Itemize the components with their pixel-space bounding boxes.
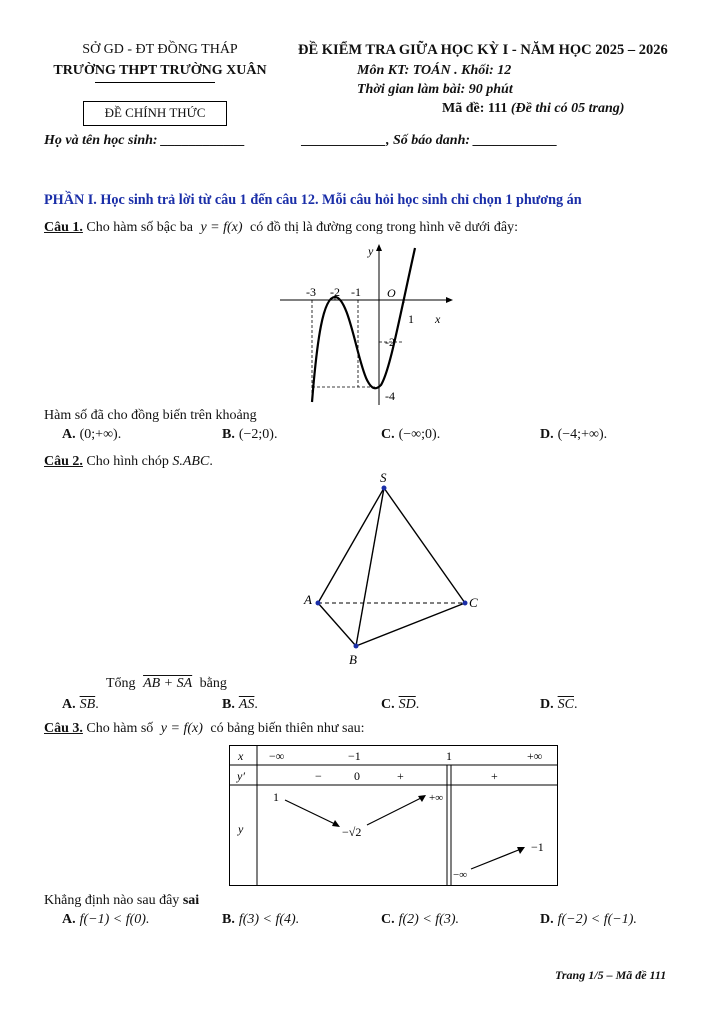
q3-option-c-label: C. xyxy=(381,912,395,927)
q3-option-c-text: f(2) < f(3). xyxy=(398,912,459,927)
q3-variation-table xyxy=(229,745,559,887)
q2-pyramid xyxy=(300,468,500,668)
q2-option-d[interactable]: D. $\overline{SC}$. xyxy=(540,697,578,712)
q3-option-b-label: B. xyxy=(222,912,235,927)
tick-y-neg4: -4 xyxy=(385,389,395,403)
exam-title: ĐỀ KIỂM TRA GIỮA HỌC KỲ I - NĂM HỌC 2025 – 2026 xyxy=(298,42,668,58)
q1-text-b: có đồ thị là đường cong trong hình vẽ dưới đây: xyxy=(250,220,518,235)
q1-option-a[interactable] xyxy=(62,427,121,443)
q1-option-a-label: A. xyxy=(62,427,76,442)
arrow-up-1 xyxy=(367,797,423,825)
y-axis-arrow xyxy=(376,244,382,251)
q3-stem xyxy=(44,721,365,737)
tick-x-neg1: -1 xyxy=(351,285,361,299)
q2-label: Câu 2. xyxy=(44,454,83,469)
q2-text: Cho hình chóp xyxy=(86,454,169,469)
q1-func: y = f(x) xyxy=(200,220,243,235)
vertex-a xyxy=(316,601,321,606)
exam-time: Thời gian làm bài: 90 phút xyxy=(357,82,513,97)
arrow-up-2 xyxy=(471,849,521,869)
q2-option-c-text: $\overline{SD}$ xyxy=(398,697,416,712)
q3-text-a: Cho hàm số xyxy=(86,721,154,736)
q3-option-d-text: f(−2) < f(−1). xyxy=(557,912,637,927)
q2-option-d-text: $\overline{SC}$ xyxy=(557,697,574,712)
arrow-down-1 xyxy=(285,800,337,825)
q1-option-a-text: (0;+∞). xyxy=(79,427,122,442)
q1-option-b[interactable] xyxy=(222,427,277,443)
table-yp-label: y′ xyxy=(237,769,245,783)
y-axis-label: y xyxy=(368,244,374,258)
q1-option-b-text: (−2;0). xyxy=(238,427,278,442)
q3-option-a-label: A. xyxy=(62,912,76,927)
q2-option-a[interactable]: A. $\overline{SB}$. xyxy=(62,697,99,712)
q3-option-a[interactable] xyxy=(62,912,149,928)
edge-sc xyxy=(384,488,465,603)
origin-label: O xyxy=(387,286,396,300)
tick-x-1: 1 xyxy=(408,312,414,326)
q1-label: Câu 1. xyxy=(44,220,83,235)
edge-bc xyxy=(356,603,465,646)
q3-question xyxy=(44,893,199,909)
q2-option-c-label: C. xyxy=(381,697,395,712)
q2-option-b-text: $\overline{AS}$ xyxy=(238,697,255,712)
q2-option-c[interactable]: C. $\overline{SD}$. xyxy=(381,697,420,712)
student-id-line: ____________, Số báo danh: ____________ xyxy=(302,133,558,148)
department-name: SỞ GD - ĐT ĐỒNG THÁP xyxy=(82,42,238,57)
table-x-1: 1 xyxy=(446,749,452,763)
label-c: C xyxy=(469,595,478,610)
q3-option-d[interactable] xyxy=(540,912,637,928)
table-x-label: x xyxy=(238,749,244,763)
q3-question-bold: sai xyxy=(182,893,200,908)
q1-option-c-label: C. xyxy=(381,427,395,442)
q2-option-a-label: A. xyxy=(62,697,76,712)
table-y-1: 1 xyxy=(273,790,279,804)
x-axis-arrow xyxy=(446,297,453,303)
q1-text-a: Cho hàm số bậc ba xyxy=(86,220,193,235)
q1-option-d-label: D. xyxy=(540,427,554,442)
exam-code-note: (Đề thi có 05 trang) xyxy=(510,101,625,116)
school-underline xyxy=(95,82,215,83)
q1-option-c[interactable] xyxy=(381,427,440,443)
q1-stem xyxy=(44,220,518,236)
table-y-neg-inf: −∞ xyxy=(453,869,468,881)
table-yp-minus: − xyxy=(315,769,322,783)
q2-sum-text: Tổng xyxy=(106,676,136,691)
q2-stem: Câu 2. Cho hình chóp S.ABC. xyxy=(44,454,213,469)
q3-option-d-label: D. xyxy=(540,912,554,927)
q1-option-b-label: B. xyxy=(222,427,235,442)
q3-text-b: có bảng biến thiên như sau: xyxy=(210,721,365,736)
table-y-pos-inf: +∞ xyxy=(429,792,444,804)
q2-sum-line xyxy=(106,676,227,692)
q1-option-c-text: (−∞;0). xyxy=(398,427,441,442)
q3-option-b-text: f(3) < f(4). xyxy=(238,912,300,927)
q1-option-d-text: (−4;+∞). xyxy=(557,427,608,442)
table-x-neg1: −1 xyxy=(348,749,361,763)
school-name: TRƯỜNG THPT TRƯỜNG XUÂN xyxy=(53,63,267,78)
vertex-s xyxy=(382,486,387,491)
tick-y-neg2: -2 xyxy=(385,335,395,349)
q3-func: y = f(x) xyxy=(160,721,203,736)
q3-option-c[interactable] xyxy=(381,912,459,928)
edge-ab xyxy=(318,603,356,646)
table-y-neg1: −1 xyxy=(531,840,544,854)
part1-title: PHẦN I. Học sinh trả lời từ câu 1 đến câu 12. Mỗi câu hỏi học sinh chỉ chọn 1 phương án xyxy=(44,192,582,208)
table-y-neg-sqrt2: −√2 xyxy=(342,825,362,839)
table-y-label: y xyxy=(238,822,244,836)
q1-graph xyxy=(275,240,475,410)
q3-option-a-text: f(−1) < f(0). xyxy=(79,912,150,927)
exam-subject: Môn KT: TOÁN . Khối: 12 xyxy=(357,63,512,78)
q2-solid: S.ABC xyxy=(172,454,210,469)
exam-code-label: Mã đề: 111 xyxy=(442,101,508,116)
table-yp-zero: 0 xyxy=(354,769,360,783)
table-yp-plus2: + xyxy=(491,769,498,783)
q2-option-b-label: B. xyxy=(222,697,235,712)
q2-sum-tail: bằng xyxy=(199,676,227,691)
q1-option-d[interactable] xyxy=(540,427,607,443)
q2-option-d-label: D. xyxy=(540,697,554,712)
vertex-c xyxy=(463,601,468,606)
student-name-line: Họ và tên học sinh: ____________ xyxy=(44,133,246,148)
exam-code xyxy=(442,101,624,117)
q1-question: Hàm số đã cho đồng biến trên khoảng xyxy=(44,408,257,423)
q3-question-text: Khẳng định nào sau đây xyxy=(44,893,180,908)
q3-option-b[interactable] xyxy=(222,912,299,928)
table-x-pos-inf: +∞ xyxy=(527,749,543,763)
page-footer: Trang 1/5 – Mã đề 111 xyxy=(555,968,667,982)
q2-option-b[interactable]: B. $\overline{AS}$. xyxy=(222,697,258,712)
q2-option-a-text: $\overline{SB}$ xyxy=(79,697,96,712)
label-s: S xyxy=(380,470,387,485)
vertex-b xyxy=(354,644,359,649)
tick-x-neg3: -3 xyxy=(306,285,316,299)
official-label: ĐỀ CHÍNH THỨC xyxy=(104,105,206,120)
cubic-curve xyxy=(312,248,415,402)
x-axis-label: x xyxy=(435,312,441,326)
label-b: B xyxy=(349,652,357,667)
table-yp-plus1: + xyxy=(397,769,404,783)
q3-label: Câu 3. xyxy=(44,721,83,736)
table-x-neg-inf: −∞ xyxy=(269,749,285,763)
label-a: A xyxy=(304,592,312,607)
tick-x-neg2: -2 xyxy=(330,285,340,299)
q2-sum-expr: AB + SA xyxy=(143,676,193,691)
